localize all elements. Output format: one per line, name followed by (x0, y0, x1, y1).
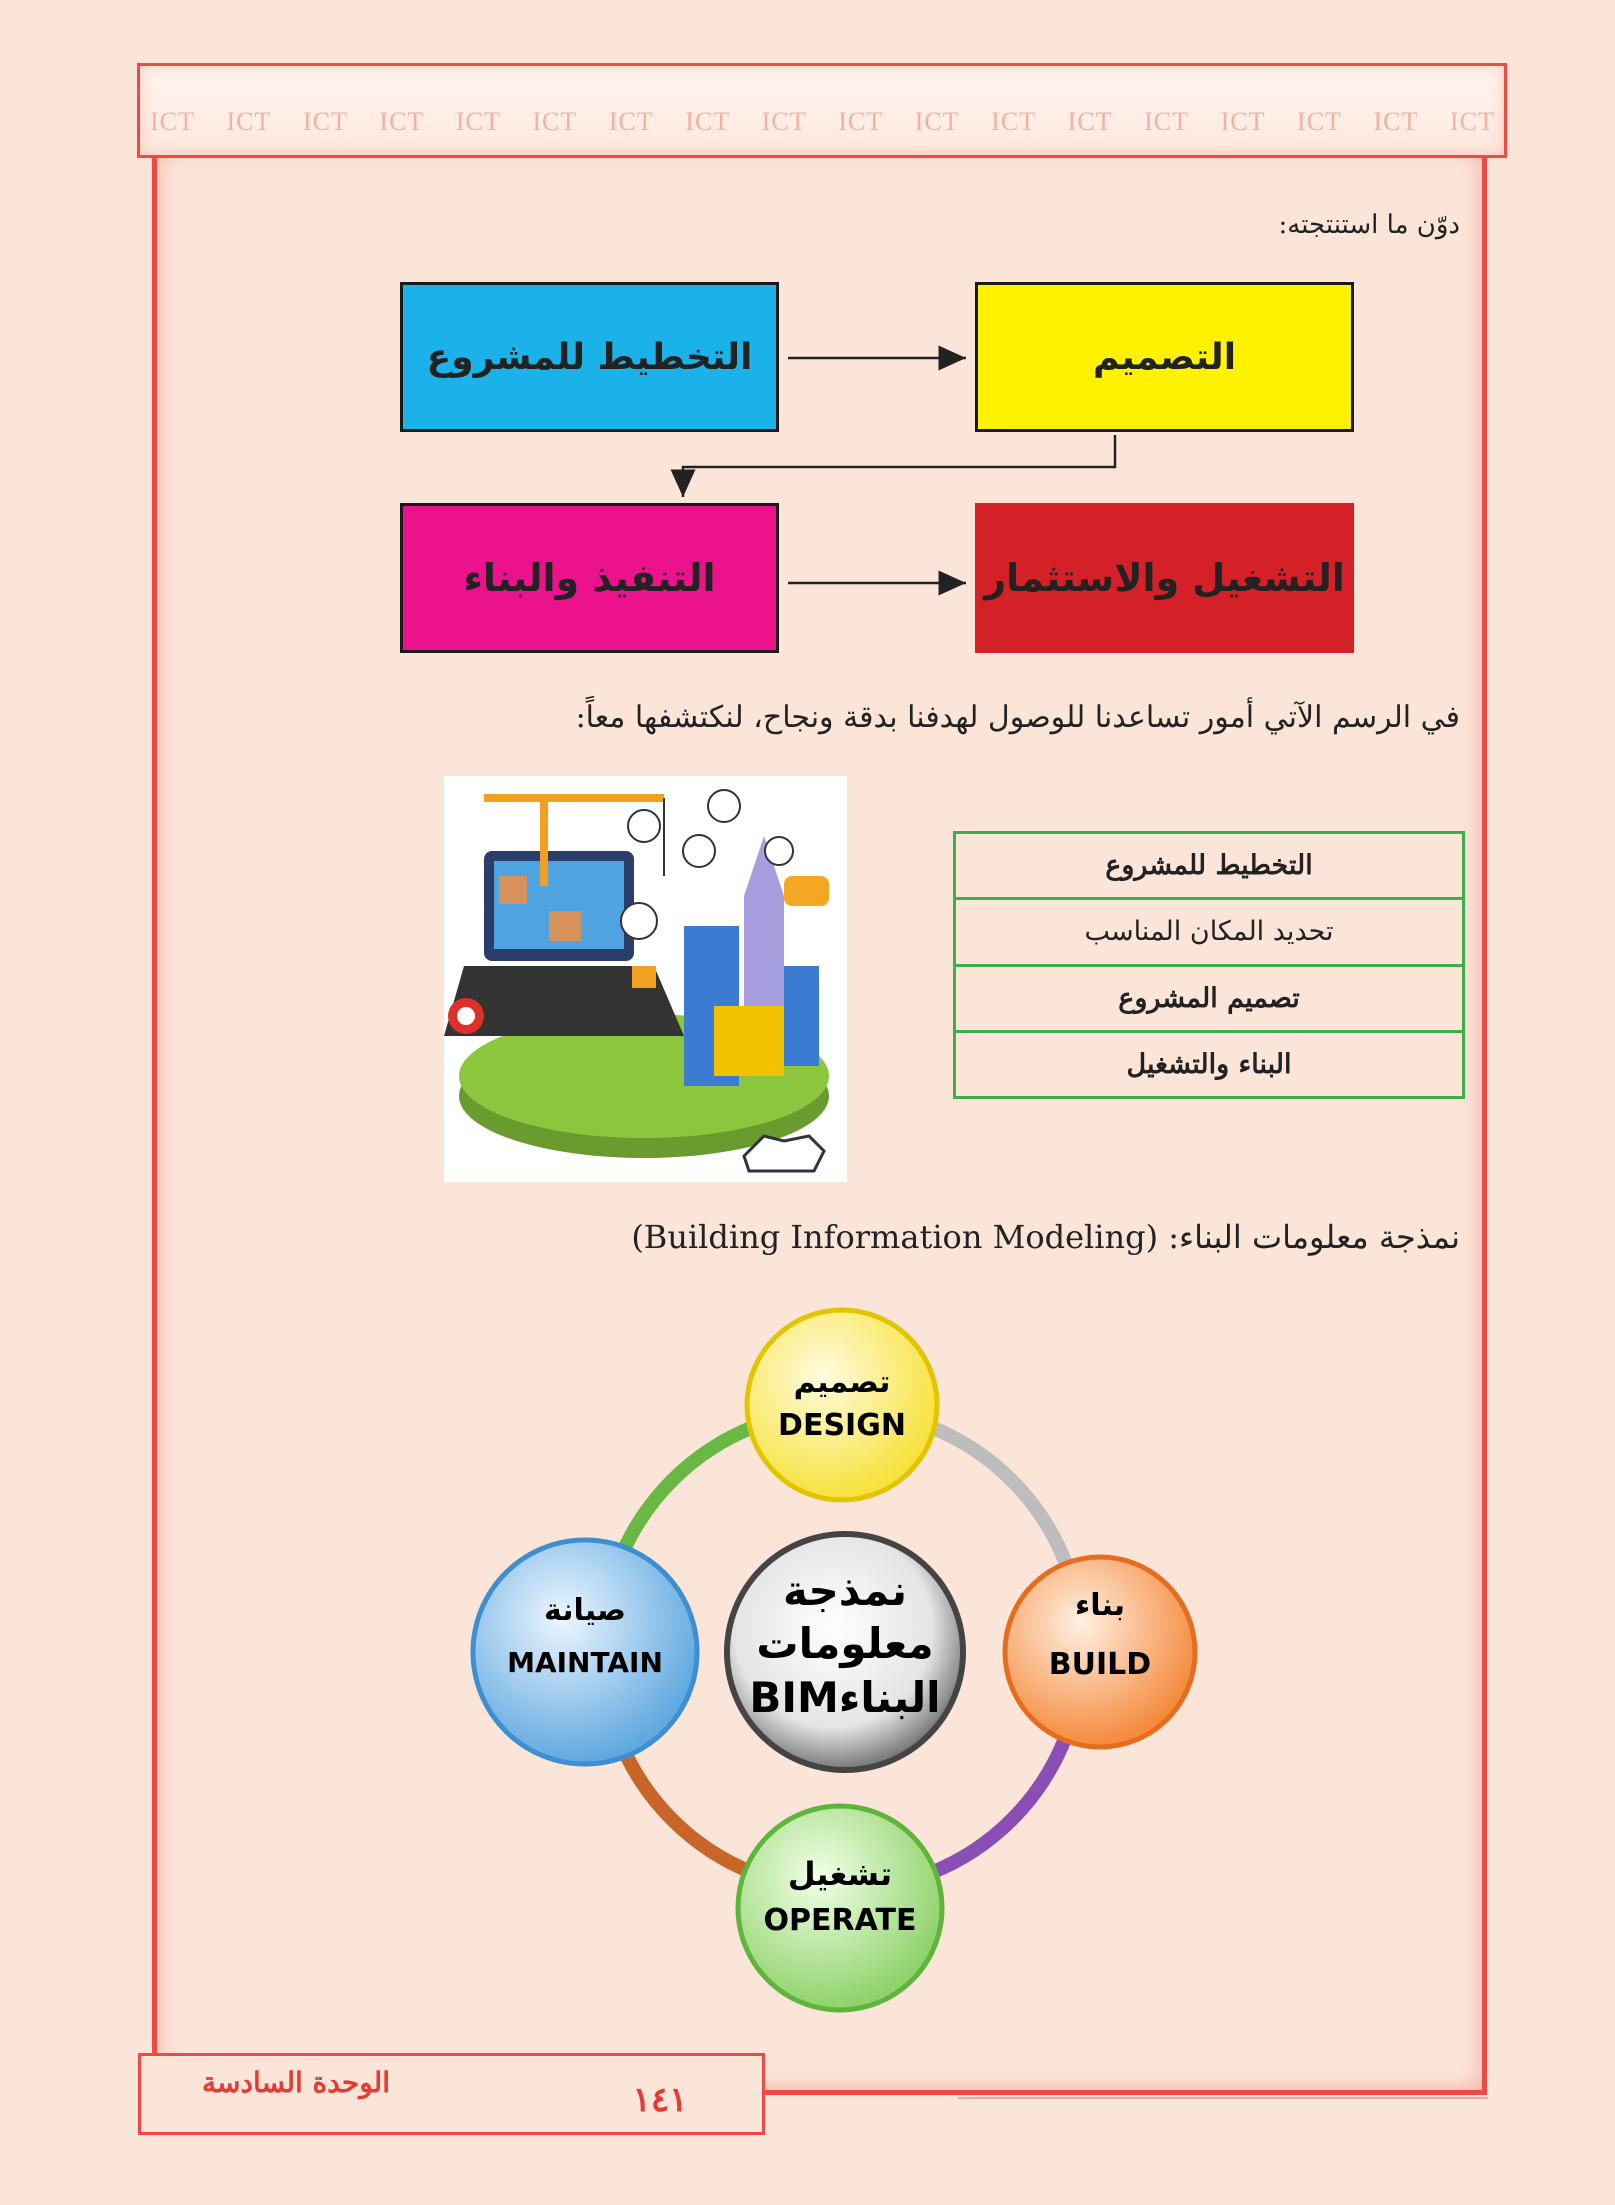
bim-design-circle (747, 1310, 937, 1500)
table-row: البناء والتشغيل (1126, 1048, 1292, 1080)
bim-build-ar: بناء (1074, 1588, 1126, 1623)
header-ict-label: ICT (226, 107, 272, 136)
bim-design-ar: تصميم (793, 1365, 891, 1400)
header-ict-label: ICT (532, 107, 578, 136)
table-row: التخطيط للمشروع (956, 834, 1462, 900)
footer-page-number: ١٤١ (632, 2080, 688, 2120)
table-row: تصميم المشروع (956, 967, 1462, 1033)
bim-center-line-3: البناءBIM (749, 1673, 941, 1722)
bim-maintain-en: MAINTAIN (507, 1646, 663, 1679)
project-stages-table (953, 831, 1465, 1099)
header-ict-label: ICT (1067, 107, 1113, 136)
bim-center-line-1: نمذجة (783, 1566, 907, 1615)
flow-label-planning: التخطيط للمشروع (426, 336, 753, 378)
arrow-design-to-construction (683, 435, 1115, 497)
header-ict-label: ICT (1449, 107, 1495, 136)
footer-divider (958, 2097, 1488, 2099)
header-ict-label: ICT (302, 107, 348, 136)
flow-label-design: التصميم (1092, 336, 1237, 378)
flow-arrows (0, 0, 1615, 700)
header-ict-label: ICT (685, 107, 731, 136)
footer-unit: الوحدة السادسة (202, 2066, 390, 2099)
bim-center-line-2: معلومات (756, 1619, 934, 1668)
intro-note: دوّن ما استنتجته: (1278, 210, 1460, 240)
bim-design-en: DESIGN (778, 1408, 906, 1443)
header-ict-label: ICT (1220, 107, 1266, 136)
header-ict-label: ICT (1144, 107, 1189, 136)
header-ict-label: ICT (1297, 107, 1342, 136)
header-ict-label: ICT (379, 107, 425, 136)
header-ict-label: ICT (1373, 107, 1419, 136)
table-row: تحديد المكان المناسب (956, 900, 1462, 966)
bim-heading: نمذجة معلومات البناء: (Building Information Modeling) (631, 1218, 1460, 1256)
header-ict-label: ICT (455, 107, 501, 136)
header-ict-label: ICT (761, 107, 807, 136)
flow-label-operation: التشغيل والاستثمار (984, 556, 1345, 600)
bim-maintain-ar: صيانة (544, 1593, 626, 1628)
bim-operate-ar: تشغيل (787, 1855, 893, 1893)
bim-build-en: BUILD (1048, 1647, 1152, 1682)
header-ict-label: ICT (914, 107, 960, 136)
smart-city-illustration-icon (444, 776, 847, 1182)
bim-cycle-diagram (440, 1300, 1220, 2020)
bim-operate-en: OPERATE (763, 1903, 917, 1938)
header-ict-label: ICT (608, 107, 654, 136)
header-ict-label: ICT (150, 107, 195, 136)
illustration-caption: في الرسم الآتي أمور تساعدنا للوصول لهدفنا بدقة ونجاح، لنكتشفها معاً: (575, 700, 1460, 735)
header-ict-label: ICT (838, 107, 884, 136)
flow-label-construction: التنفيذ والبناء (463, 556, 716, 600)
header-ict-label: ICT (991, 107, 1037, 136)
